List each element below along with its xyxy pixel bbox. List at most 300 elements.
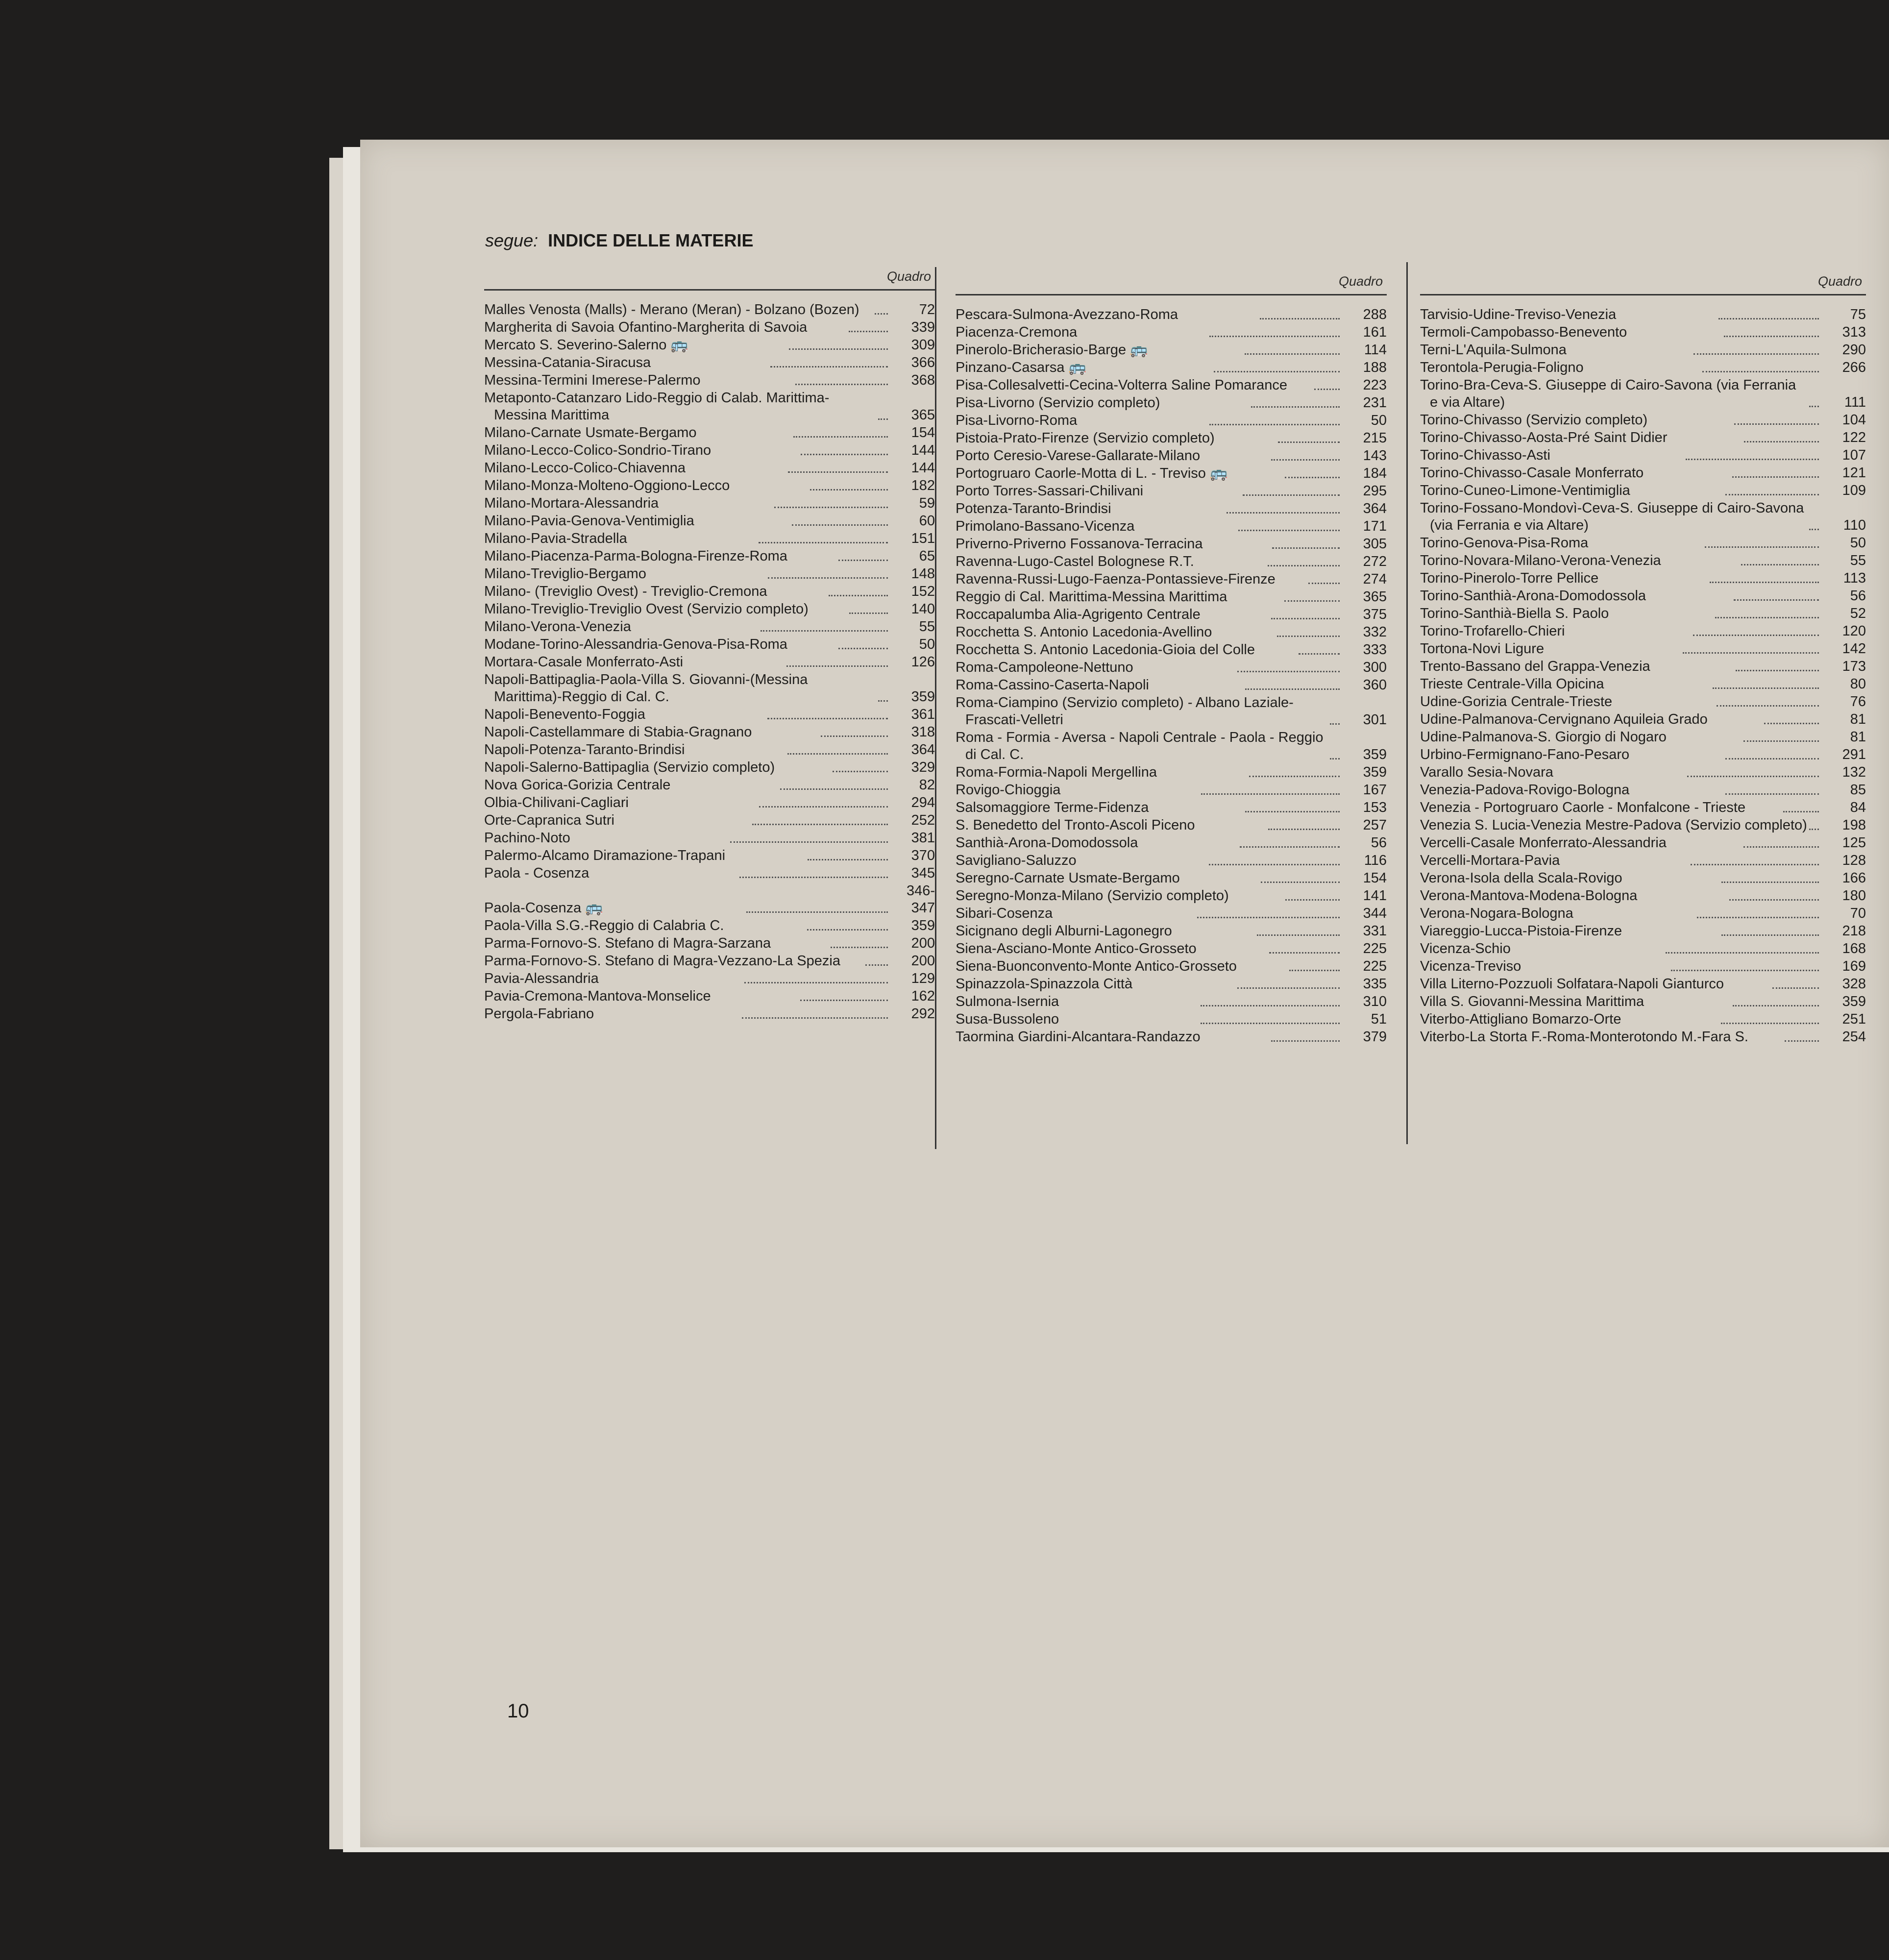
- entry-quadro-number: 252: [911, 812, 935, 828]
- dot-leader: [1214, 371, 1340, 372]
- dot-leader: [1809, 529, 1819, 530]
- index-entry: [956, 677, 1387, 694]
- dot-leader: [759, 806, 888, 808]
- entry-title: Villa S. Giovanni-Messina Marittima: [1420, 994, 1644, 1009]
- entry-quadro-number: 188: [1363, 360, 1387, 375]
- entry-title: Napoli-Benevento-Foggia: [484, 707, 645, 722]
- entry-quadro-number: 329: [911, 760, 935, 775]
- entry-title: Napoli-Castellammare di Stabia-Gragnano: [484, 724, 752, 740]
- dot-leader: [1268, 829, 1340, 830]
- index-entry: [484, 354, 935, 371]
- entry-title: Mortara-Casale Monferrato-Asti: [484, 654, 684, 670]
- dot-leader: [1245, 353, 1340, 355]
- dot-leader: [1721, 934, 1819, 936]
- entry-quadro-number: 125: [1842, 835, 1866, 851]
- entry-quadro-number: 332: [1363, 624, 1387, 640]
- dot-leader: [801, 454, 888, 455]
- entry-title: Salsomaggiore Terme-Fidenza: [956, 800, 1149, 815]
- dot-leader: [865, 964, 888, 966]
- index-entry: [956, 588, 1387, 606]
- index-entry: [484, 319, 935, 336]
- index-entry: [484, 988, 935, 1005]
- entry-quadro-number: 171: [1363, 518, 1387, 534]
- entry-title: Pinerolo-Bricherasio-Barge 🚌: [956, 342, 1148, 358]
- index-entry: [484, 935, 935, 952]
- entry-quadro-number: 257: [1363, 817, 1387, 833]
- index-entry: [1420, 605, 1866, 622]
- entry-quadro-number: 110: [1843, 517, 1866, 533]
- entry-quadro-number: 335: [1363, 976, 1387, 992]
- entry-title: Napoli-Potenza-Taranto-Brindisi: [484, 742, 685, 758]
- entry-title: Terontola-Perugia-Foligno: [1420, 360, 1584, 375]
- index-entry: [484, 1005, 935, 1023]
- entry-quadro-number: 309: [911, 337, 935, 353]
- entry-title: Milano-Carnate Usmate-Bergamo: [484, 425, 697, 441]
- index-entry: [1420, 711, 1866, 728]
- index-entry: [484, 865, 935, 882]
- entry-title: Terni-L'Aquila-Sulmona: [1420, 342, 1567, 358]
- index-entry: [956, 377, 1387, 394]
- index-entry: [956, 571, 1387, 588]
- entry-title: Verona-Isola della Scala-Rovigo: [1420, 870, 1622, 886]
- dot-leader: [1271, 459, 1340, 461]
- entry-title: Susa-Bussoleno: [956, 1011, 1059, 1027]
- entry-quadro-number: 359: [911, 689, 935, 705]
- dot-leader: [878, 418, 888, 420]
- entry-quadro-number: 126: [911, 654, 935, 670]
- entry-quadro-number: 85: [1850, 782, 1866, 798]
- dot-leader: [1743, 846, 1819, 848]
- entry-quadro-number: 76: [1850, 694, 1866, 710]
- entry-title: Milano-Pavia-Genova-Ventimiglia: [484, 513, 694, 529]
- index-entry: [956, 940, 1387, 957]
- entry-title: Olbia-Chilivani-Cagliari: [484, 795, 629, 810]
- dot-leader: [1783, 811, 1819, 812]
- index-entry: [484, 830, 935, 847]
- entry-quadro-number: 116: [1364, 853, 1387, 868]
- entry-title: Torino-Bra-Ceva-S. Giuseppe di Cairo-Savona (via Ferrania e via Altare): [1420, 377, 1796, 410]
- entry-quadro-number: 218: [1842, 923, 1866, 939]
- index-entry: [484, 953, 935, 970]
- index-entry: [484, 424, 935, 441]
- entry-title: Pisa-Livorno-Roma: [956, 413, 1078, 428]
- entry-title: Milano-Treviglio-Treviglio Ovest (Servizio completo): [484, 601, 809, 617]
- column-header-label: Quadro: [1817, 274, 1862, 289]
- entry-title: S. Benedetto del Tronto-Ascoli Piceno: [956, 817, 1195, 833]
- entry-title: Ravenna-Russi-Lugo-Faenza-Pontassieve-Firenze: [956, 571, 1276, 587]
- entry-quadro-number: 381: [911, 830, 935, 846]
- index-entries: [1420, 295, 1866, 1046]
- dot-leader: [800, 1000, 888, 1001]
- entry-title: Nova Gorica-Gorizia Centrale: [484, 777, 671, 793]
- entry-quadro-number: 52: [1850, 606, 1866, 621]
- entry-title: Savigliano-Saluzzo: [956, 853, 1077, 868]
- entry-title: Milano-Monza-Molteno-Oggiono-Lecco: [484, 478, 730, 493]
- entry-quadro-number: 301: [1363, 712, 1387, 728]
- index-entry: [484, 372, 935, 389]
- entry-title: Torino-Cuneo-Limone-Ventimiglia: [1420, 483, 1630, 498]
- dot-leader: [810, 489, 888, 490]
- index-entry: [484, 777, 935, 794]
- index-entry: [956, 624, 1387, 641]
- entry-title: Potenza-Taranto-Brindisi: [956, 501, 1111, 516]
- entry-title: Vicenza-Schio: [1420, 941, 1511, 956]
- dot-leader: [1687, 776, 1819, 777]
- entry-title: Metaponto-Catanzaro Lido-Reggio di Calab. Marittima-Messina Marittima: [484, 390, 830, 423]
- entry-title: Modane-Torino-Alessandria-Genova-Pisa-Roma: [484, 637, 787, 652]
- dot-leader: [1734, 423, 1819, 425]
- dot-leader: [1741, 564, 1819, 565]
- entry-quadro-number: 359: [1363, 747, 1387, 762]
- index-entry: [956, 1011, 1387, 1028]
- entry-title: Viterbo-Attigliano Bomarzo-Orte: [1420, 1011, 1621, 1027]
- dot-leader: [770, 366, 888, 368]
- index-entry: [1420, 552, 1866, 569]
- index-entry: [956, 834, 1387, 852]
- index-entry: [1420, 588, 1866, 605]
- entry-title: Roma-Formia-Napoli Mergellina: [956, 764, 1157, 780]
- entry-title: Tortona-Novi Ligure: [1420, 641, 1545, 657]
- entry-quadro-number: 225: [1363, 958, 1387, 974]
- index-entry: [956, 553, 1387, 570]
- dot-leader: [1251, 406, 1340, 408]
- dot-leader: [1240, 846, 1340, 848]
- entry-title: Roma-Cassino-Caserta-Napoli: [956, 677, 1149, 693]
- dot-leader: [878, 700, 888, 702]
- index-entry: [1420, 958, 1866, 975]
- entry-quadro-number: 375: [1363, 607, 1387, 622]
- dot-leader: [1314, 389, 1340, 390]
- dot-leader: [1702, 371, 1819, 372]
- entry-title: Varallo Sesia-Novara: [1420, 764, 1553, 780]
- index-entry: [1420, 799, 1866, 816]
- entry-title: Messina-Termini Imerese-Palermo: [484, 372, 701, 388]
- dot-leader: [1718, 318, 1819, 319]
- dot-leader: [761, 630, 888, 632]
- entry-quadro-number: 168: [1842, 941, 1866, 956]
- dot-leader: [1713, 687, 1819, 689]
- entry-quadro-number: 114: [1364, 342, 1387, 358]
- entry-quadro-number: 148: [911, 566, 935, 582]
- entry-title: Termoli-Campobasso-Benevento: [1420, 324, 1627, 340]
- index-entry: [956, 359, 1387, 376]
- index-entry: [484, 671, 935, 706]
- entry-title: Trieste Centrale-Villa Opicina: [1420, 676, 1604, 692]
- dot-leader: [1732, 476, 1819, 478]
- entry-title: Pisa-Livorno (Servizio completo): [956, 395, 1160, 411]
- dot-leader: [1743, 740, 1819, 742]
- index-entry: [956, 412, 1387, 429]
- dot-leader: [1715, 617, 1819, 618]
- entry-quadro-number: 361: [911, 707, 935, 722]
- dot-leader: [1330, 758, 1340, 760]
- dot-leader: [1671, 970, 1819, 971]
- entry-quadro-number: 173: [1842, 659, 1866, 674]
- entry-title: Mercato S. Severino-Salerno 🚌: [484, 337, 688, 353]
- entry-title: Rocchetta S. Antonio Lacedonia-Gioia del Colle: [956, 642, 1255, 658]
- entry-quadro-number: 109: [1842, 483, 1866, 498]
- dot-leader: [1285, 899, 1340, 901]
- dot-leader: [739, 877, 888, 878]
- entry-quadro-number: 81: [1850, 729, 1866, 745]
- index-entry: [484, 759, 935, 776]
- index-entry: [1420, 342, 1866, 359]
- entry-quadro-number: 50: [1371, 413, 1387, 428]
- index-entry: [956, 764, 1387, 781]
- dot-leader: [831, 947, 888, 948]
- entry-quadro-number: 140: [911, 601, 935, 617]
- entry-title: Pavia-Alessandria: [484, 971, 599, 986]
- entry-title: Torino-Fossano-Mondovì-Ceva-S. Giuseppe di Cairo-Savona (via Ferrania e via Altare): [1420, 500, 1804, 533]
- index-entry: [956, 394, 1387, 412]
- dot-leader: [1299, 653, 1340, 655]
- entry-title: Sicignano degli Alburni-Lagonegro: [956, 923, 1172, 939]
- index-entry: [1420, 306, 1866, 323]
- entry-quadro-number: 184: [1363, 466, 1387, 481]
- index-entry: [1420, 324, 1866, 341]
- entry-title: Torino-Chivasso-Casale Monferrato: [1420, 465, 1644, 481]
- entry-quadro-number: 300: [1363, 660, 1387, 675]
- entry-quadro-number: 365: [911, 407, 935, 423]
- dot-leader: [1725, 494, 1819, 495]
- index-entry: [956, 306, 1387, 323]
- dot-leader: [1245, 811, 1340, 812]
- index-entry: [956, 729, 1387, 763]
- entry-title: Milano-Verona-Venezia: [484, 619, 631, 635]
- entry-title: Pergola-Fabriano: [484, 1006, 594, 1022]
- dot-leader: [1289, 970, 1340, 971]
- dot-leader: [742, 1017, 888, 1019]
- entry-title: Vicenza-Treviso: [1420, 958, 1521, 974]
- entry-quadro-number: 305: [1363, 536, 1387, 552]
- index-entry: [484, 636, 935, 653]
- dot-leader: [1272, 547, 1340, 549]
- dot-leader: [1733, 1005, 1819, 1006]
- index-entry: [956, 342, 1387, 359]
- dot-leader: [1209, 336, 1340, 337]
- index-entry: [484, 301, 935, 318]
- index-entry: [956, 447, 1387, 465]
- dot-leader: [1725, 793, 1819, 795]
- column-header-label: Quadro: [886, 269, 931, 284]
- index-entry: [1420, 993, 1866, 1010]
- entry-title: Sibari-Cosenza: [956, 906, 1053, 921]
- entry-quadro-number: 223: [1363, 377, 1387, 393]
- entry-quadro-number: 129: [911, 971, 935, 986]
- index-entry: [956, 694, 1387, 729]
- entry-quadro-number: 111: [1844, 394, 1866, 410]
- dot-leader: [1330, 723, 1340, 725]
- entry-title: Spinazzola-Spinazzola Città: [956, 976, 1133, 992]
- dot-leader: [1717, 705, 1819, 707]
- dot-leader: [792, 524, 888, 526]
- entry-title: Palermo-Alcamo Diramazione-Trapani: [484, 848, 726, 863]
- index-entry: [484, 654, 935, 671]
- entry-quadro-number: 75: [1850, 307, 1866, 322]
- dot-leader: [730, 841, 888, 843]
- entry-quadro-number: 331: [1363, 923, 1387, 939]
- index-entry: [956, 782, 1387, 799]
- index-entry: [956, 500, 1387, 517]
- entry-quadro-number: 365: [1363, 589, 1387, 605]
- index-entry: [1420, 729, 1866, 746]
- dot-leader: [1278, 441, 1340, 443]
- entry-title: Milano-Piacenza-Parma-Bologna-Firenze-Roma: [484, 548, 787, 564]
- entry-title: Venezia-Padova-Rovigo-Bologna: [1420, 782, 1630, 798]
- entry-title: Milano-Lecco-Colico-Sondrio-Tirano: [484, 442, 711, 458]
- dot-leader: [1764, 723, 1819, 724]
- entry-title: Porto Torres-Sassari-Chilivani: [956, 483, 1144, 499]
- index-entry: [484, 442, 935, 459]
- index-entry: [1420, 852, 1866, 869]
- index-entry: [484, 337, 935, 354]
- entry-quadro-number: 153: [1363, 800, 1387, 815]
- entry-quadro-number: 84: [1850, 800, 1866, 815]
- entry-title: Verona-Mantova-Modena-Bologna: [1420, 888, 1638, 904]
- dot-leader: [1683, 652, 1819, 654]
- dot-leader: [1271, 618, 1340, 619]
- dot-leader: [1261, 882, 1340, 883]
- dot-leader: [1201, 1023, 1340, 1024]
- dot-leader: [821, 735, 888, 737]
- dot-leader: [1729, 899, 1819, 901]
- dot-leader: [1209, 424, 1340, 425]
- dot-leader: [1209, 864, 1340, 865]
- index-entry: [1420, 817, 1866, 834]
- dot-leader: [1734, 599, 1819, 601]
- dot-leader: [1271, 1040, 1340, 1042]
- entry-title: Pescara-Sulmona-Avezzano-Roma: [956, 307, 1178, 322]
- dot-leader: [752, 824, 888, 825]
- entry-title: Margherita di Savoia Ofantino-Margherita di Savoia: [484, 319, 808, 335]
- index-entry: [1420, 887, 1866, 905]
- dot-leader: [1809, 406, 1819, 407]
- entry-title: Rocchetta S. Antonio Lacedonia-Avellino: [956, 624, 1212, 640]
- entry-title: Venezia - Portogruaro Caorle - Monfalcone - Trieste: [1420, 800, 1746, 815]
- dot-leader: [1237, 987, 1340, 989]
- index-entry: [484, 917, 935, 934]
- index-entry: [484, 724, 935, 741]
- entry-quadro-number: 113: [1843, 570, 1866, 586]
- index-entry: [484, 812, 935, 829]
- entry-title: Orte-Capranica Sutri: [484, 812, 614, 828]
- dot-leader: [787, 753, 888, 755]
- index-entry: [484, 794, 935, 811]
- index-entry: [956, 465, 1387, 482]
- entry-title: Seregno-Carnate Usmate-Bergamo: [956, 870, 1180, 886]
- entry-title: Roma-Ciampino (Servizio completo) - Albano Laziale-Frascati-Velletri: [956, 695, 1294, 728]
- entry-quadro-number: 154: [911, 425, 935, 441]
- index-entry: [1420, 976, 1866, 993]
- index-entry: [956, 887, 1387, 905]
- entry-quadro-number: 144: [911, 442, 935, 458]
- index-entry: [484, 847, 935, 864]
- dot-leader: [1197, 917, 1340, 918]
- index-entry: [956, 852, 1387, 869]
- entry-quadro-number: 266: [1842, 360, 1866, 375]
- dot-leader: [774, 507, 888, 508]
- entry-title: Priverno-Priverno Fossanova-Terracina: [956, 536, 1203, 552]
- entry-quadro-number: 366: [911, 355, 935, 370]
- dot-leader: [1237, 671, 1340, 672]
- dot-leader: [1666, 952, 1819, 954]
- entry-quadro-number: 169: [1842, 958, 1866, 974]
- dot-leader: [780, 788, 888, 790]
- entry-title: Villa Literno-Pozzuoli Solfatara-Napoli Gianturco: [1420, 976, 1724, 992]
- dot-leader: [1785, 1040, 1819, 1042]
- dot-leader: [1809, 829, 1819, 830]
- entry-quadro-number: 328: [1842, 976, 1866, 992]
- entry-quadro-number: 161: [1363, 324, 1387, 340]
- dot-leader: [786, 665, 888, 667]
- index-entry: [1420, 465, 1866, 482]
- entry-quadro-number: 359: [911, 918, 935, 933]
- page-number: 10: [507, 1700, 529, 1722]
- index-entry: [484, 548, 935, 565]
- entry-title: Roccapalumba Alia-Agrigento Centrale: [956, 607, 1201, 622]
- dot-leader: [1238, 530, 1340, 531]
- entry-title: Siena-Buonconvento-Monte Antico-Grosseto: [956, 958, 1237, 974]
- entry-title: Viterbo-La Storta F.-Roma-Monterotondo M.-Fara S.: [1420, 1029, 1748, 1045]
- index-entry: [956, 518, 1387, 535]
- entry-quadro-number: 290: [1842, 342, 1866, 358]
- entry-title: Udine-Palmanova-S. Giorgio di Nogaro: [1420, 729, 1667, 745]
- entry-quadro-number: 167: [1363, 782, 1387, 798]
- index-entry: [484, 970, 935, 987]
- index-entry: [1420, 482, 1866, 499]
- dot-leader: [1744, 441, 1819, 442]
- index-entry: [1420, 412, 1866, 429]
- dot-leader: [833, 771, 888, 772]
- index-entry: [1420, 870, 1866, 887]
- entry-quadro-number: 180: [1842, 888, 1866, 904]
- dot-leader: [1284, 600, 1340, 602]
- index-entry: [1420, 782, 1866, 799]
- entry-title: Torino-Santhià-Biella S. Paolo: [1420, 606, 1609, 621]
- entry-quadro-number: 215: [1363, 430, 1387, 446]
- entry-quadro-number: 59: [919, 495, 935, 511]
- entry-quadro-number: 310: [1363, 994, 1387, 1009]
- entry-title: Milano-Pavia-Stradella: [484, 531, 627, 546]
- entry-quadro-number: 128: [1842, 853, 1866, 868]
- index-entry: [484, 706, 935, 723]
- entry-quadro-number: 151: [911, 531, 935, 546]
- entry-quadro-number: 364: [911, 742, 935, 758]
- entry-title: Torino-Pinerolo-Torre Pellice: [1420, 570, 1599, 586]
- index-entry: [1420, 834, 1866, 852]
- entry-title: Torino-Chivasso-Asti: [1420, 447, 1550, 463]
- index-entry: [1420, 658, 1866, 675]
- entry-quadro-number: 144: [911, 460, 935, 476]
- index-entry: [484, 618, 935, 636]
- entry-title: Venezia S. Lucia-Venezia Mestre-Padova (Servizio completo): [1420, 817, 1807, 833]
- entry-title: Verona-Nogara-Bologna: [1420, 906, 1573, 921]
- entry-quadro-number: 142: [1842, 641, 1866, 657]
- entry-quadro-number: 231: [1363, 395, 1387, 411]
- entry-title: Vercelli-Casale Monferrato-Alessandria: [1420, 835, 1667, 851]
- dot-leader: [1693, 353, 1819, 355]
- entry-title: Pinzano-Casarsa 🚌: [956, 360, 1086, 375]
- entry-quadro-number: 295: [1363, 483, 1387, 499]
- entry-title: Pistoia-Prato-Firenze (Servizio completo): [956, 430, 1215, 446]
- entry-quadro-number: 152: [911, 584, 935, 599]
- entry-title: Siena-Asciano-Monte Antico-Grosseto: [956, 941, 1197, 956]
- dot-leader: [1269, 952, 1340, 954]
- dot-leader: [1693, 635, 1819, 636]
- dot-leader: [768, 577, 888, 579]
- entry-title: Paola-Cosenza 🚌: [484, 900, 603, 916]
- entry-quadro-number: 104: [1842, 412, 1866, 428]
